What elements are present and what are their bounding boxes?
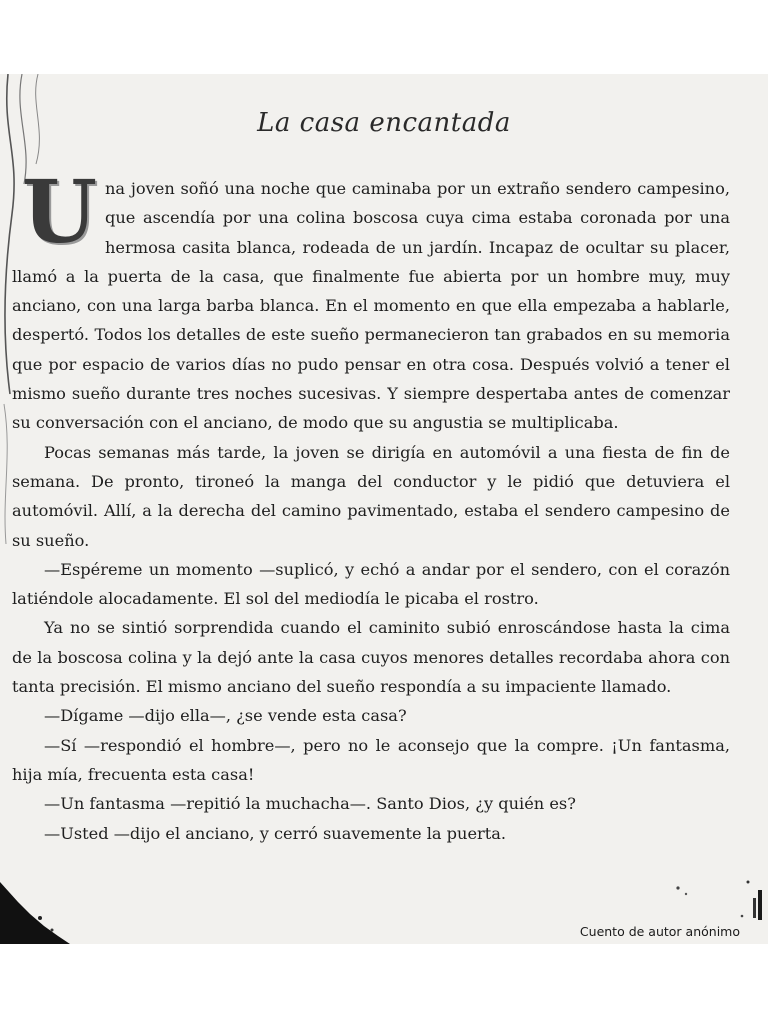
story-body bbox=[12, 162, 730, 848]
paragraph-1 bbox=[12, 162, 730, 438]
paragraph-7: —Un fantasma —repitió la muchacha—. Santo Dios, ¿y quién es? bbox=[44, 794, 576, 814]
corner-stain-artifact bbox=[0, 874, 70, 944]
author-credit: Cuento de autor anónimo bbox=[579, 924, 740, 939]
paragraph-4: Ya no se sintió sorprendida cuando el caminito subió enroscándose hasta la cima de la boscosa colina y la dejó ante la casa cuyos menores detalles recordaba ahora con tanta precisión. El mismo anciano del sueño respondía a su impaciente llamado. bbox=[12, 618, 730, 697]
paragraph-8: —Usted —dijo el anciano, y cerró suavemente la puerta. bbox=[44, 823, 507, 843]
drop-cap: U bbox=[22, 162, 97, 263]
story-title: La casa encantada bbox=[257, 108, 511, 138]
scanned-page bbox=[0, 74, 768, 944]
paragraph-6: —Sí —respondió el hombre—, pero no le aconsejo que la compre. ¡Un fantasma, hija mía, frecuenta esta casa! bbox=[12, 735, 730, 784]
paragraph-1-text: na joven soñó una noche que caminaba por un extraño sendero campesino, que ascendía por una colina boscosa cuya cima estaba coronada por una hermosa casita blanca, rodeada de un jardín. Incapaz de ocultar su placer, llamó a la puerta de la casa, que finalmente fue abierta por un hombre muy, muy anciano, con una larga barba blanca. En el momento en que ella empezaba a hablarle, despertó. Todos los detalles de este sueño permanecieron tan grabados en su memoria que por espacio de varios días no pudo pensar en otra cosa. Después volvió a tener el mismo sueño durante tres noches sucesivas. Y siempre despertaba antes de comenzar su conversación con el anciano, de modo que su angustia se multiplicaba. bbox=[12, 179, 730, 433]
paragraph-5: —Dígame —dijo ella—, ¿se vende esta casa? bbox=[44, 706, 407, 726]
paragraph-2: Pocas semanas más tarde, la joven se dirigía en automóvil a una fiesta de fin de semana. De pronto, tironeó la manga del conductor y le pidió que detuviera el automóvil. Allí, a la derecha del camino pavimentado, estaba el sendero campesino de su sueño. bbox=[12, 442, 730, 550]
corner-speckle-artifact bbox=[658, 872, 768, 932]
paragraph-3: —Espéreme un momento —suplicó, y echó a andar por el sendero, con el corazón latiéndole alocadamente. El sol del mediodía le picaba el rostro. bbox=[12, 559, 730, 609]
